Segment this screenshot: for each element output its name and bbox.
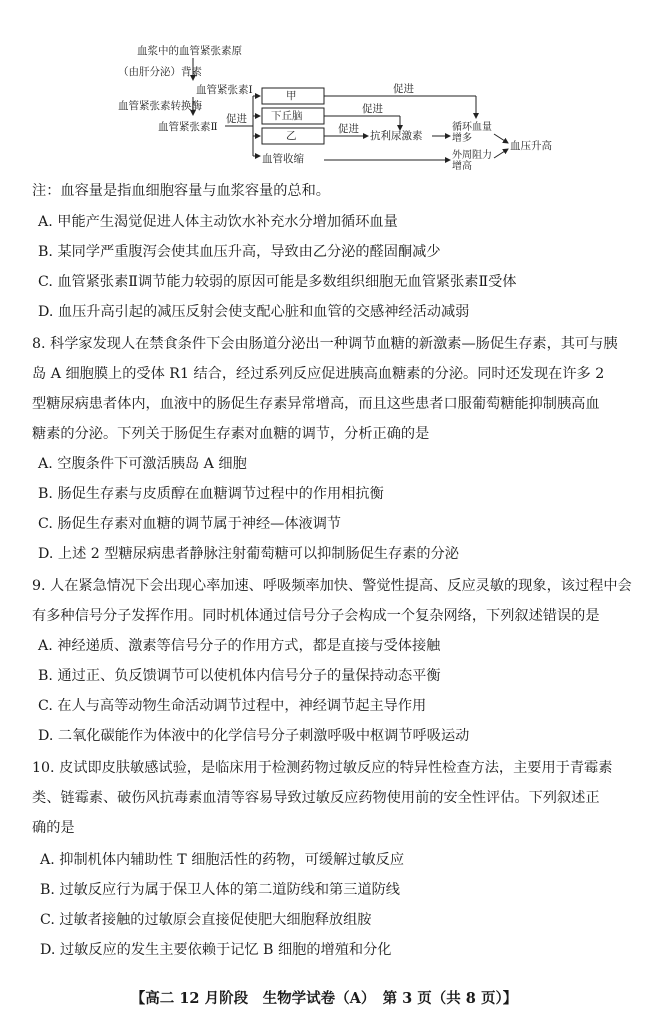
q7-option-d: D. 血压升高引起的减压反射会使支配心脏和血管的交感神经活动减弱: [38, 304, 470, 320]
diagram-label-promote: 促进: [338, 123, 359, 135]
q7-option-b: B. 某同学严重腹泻会使其血压升高，导致由乙分泌的醛固酮减少: [38, 244, 441, 260]
diagram-node-angiotensinogen: 血浆中的血管紧张素原: [137, 45, 242, 57]
diagram-box-hypothalamus: 下丘脑: [271, 110, 303, 122]
q10-stem-line: 10. 皮试即皮肤敏感试验，是临床用于检测药物过敏反应的特异性检查方法，主要用于青霉素: [32, 760, 613, 776]
q10-stem-line: 类、链霉素、破伤风抗毒素血清等容易导致过敏反应药物使用前的安全性评估。下列叙述正: [32, 790, 600, 806]
diagram-node-bp-rise: 血压升高: [510, 140, 552, 152]
q8-stem-line: 型糖尿病患者体内，血液中的肠促生存素异常增高，而且这些患者口服葡萄糖能抑制胰高血: [32, 396, 600, 412]
diagram-box-yi: 乙: [286, 130, 297, 142]
diagram-node-peripheral-resistance: 外周阻力增高: [452, 150, 492, 172]
blood-pressure-diagram: [0, 0, 648, 185]
q9-option-a: A. 神经递质、激素等信号分子的作用方式，都是直接与受体接触: [38, 638, 441, 654]
page-footer: 【高二 12 月阶段 生物学试卷（A） 第 3 页（共 8 页）】: [130, 990, 518, 1007]
q8-stem-line: 8. 科学家发现人在禁食条件下会由肠道分泌出一种调节血糖的新激素—肠促生存素，其可与胰: [32, 336, 618, 352]
q8-option-c: C. 肠促生存素对血糖的调节属于神经—体液调节: [38, 516, 342, 532]
diagram-node-angiotensin-2: 血管紧张素Ⅱ: [158, 121, 218, 133]
diagram-node-adh: 抗利尿激素: [370, 130, 423, 142]
q10-stem-line: 确的是: [32, 820, 75, 836]
diagram-node-angiotensin-1: 血管紧张素Ⅰ: [196, 84, 253, 96]
diagram-label-promote: 促进: [226, 113, 247, 125]
q10-option-b: B. 过敏反应行为属于保卫人体的第二道防线和第三道防线: [40, 882, 400, 898]
q8-option-b: B. 肠促生存素与皮质醇在血糖调节过程中的作用相抗衡: [38, 486, 384, 502]
diagram-node-ace: 血管紧张素转换酶: [118, 100, 202, 112]
q10-option-c: C. 过敏者接触的过敏原会直接促使肥大细胞释放组胺: [40, 912, 372, 928]
q8-option-d: D. 上述 2 型糖尿病患者静脉注射葡萄糖可以抑制肠促生存素的分泌: [38, 546, 459, 562]
diagram-node-vasoconstriction: 血管收缩: [262, 153, 304, 165]
q8-option-a: A. 空腹条件下可激活胰岛 A 细胞: [38, 456, 247, 472]
q9-option-b: B. 通过正、负反馈调节可以使机体内信号分子的量保持动态平衡: [38, 668, 441, 684]
q10-option-a: A. 抑制机体内辅助性 T 细胞活性的药物，可缓解过敏反应: [40, 852, 405, 868]
q7-option-a: A. 甲能产生渴觉促进人体主动饮水补充水分增加循环血量: [38, 214, 398, 230]
q9-option-d: D. 二氧化碳能作为体液中的化学信号分子刺激呼吸中枢调节呼吸运动: [38, 728, 470, 744]
diagram-box-jia: 甲: [286, 90, 297, 102]
q9-stem-line: 9. 人在紧急情况下会出现心率加速、呼吸频率加快、警觉性提高、反应灵敏的现象，该过程中会: [32, 578, 632, 594]
q8-stem-line: 糖素的分泌。下列关于肠促生存素对血糖的调节，分析正确的是: [32, 426, 430, 442]
q9-stem-line: 有多种信号分子发挥作用。同时机体通过信号分子会构成一个复杂网络，下列叙述错误的是: [32, 608, 600, 624]
diagram-label-promote: 促进: [362, 103, 383, 115]
q8-stem-line: 岛 A 细胞膜上的受体 R1 结合，经过系列反应促进胰高血糖素的分泌。同时还发现在许多 2: [32, 366, 605, 382]
q10-option-d: D. 过敏反应的发生主要依赖于记忆 B 细胞的增殖和分化: [40, 942, 392, 958]
q9-option-c: C. 在人与高等动物生命活动调节过程中，神经调节起主导作用: [38, 698, 427, 714]
q7-option-c: C. 血管紧张素Ⅱ调节能力较弱的原因可能是多数组织细胞无血管紧张素Ⅱ受体: [38, 274, 517, 290]
diagram-node-blood-volume: 循环血量增多: [452, 122, 492, 144]
diagram-label-promote: 促进: [393, 83, 414, 95]
diagram-node-renin: （由肝分泌）背素: [118, 66, 202, 78]
diagram-arrows: [0, 0, 648, 185]
diagram-note: 注：血容量是指血细胞容量与血浆容量的总和。: [32, 183, 330, 199]
